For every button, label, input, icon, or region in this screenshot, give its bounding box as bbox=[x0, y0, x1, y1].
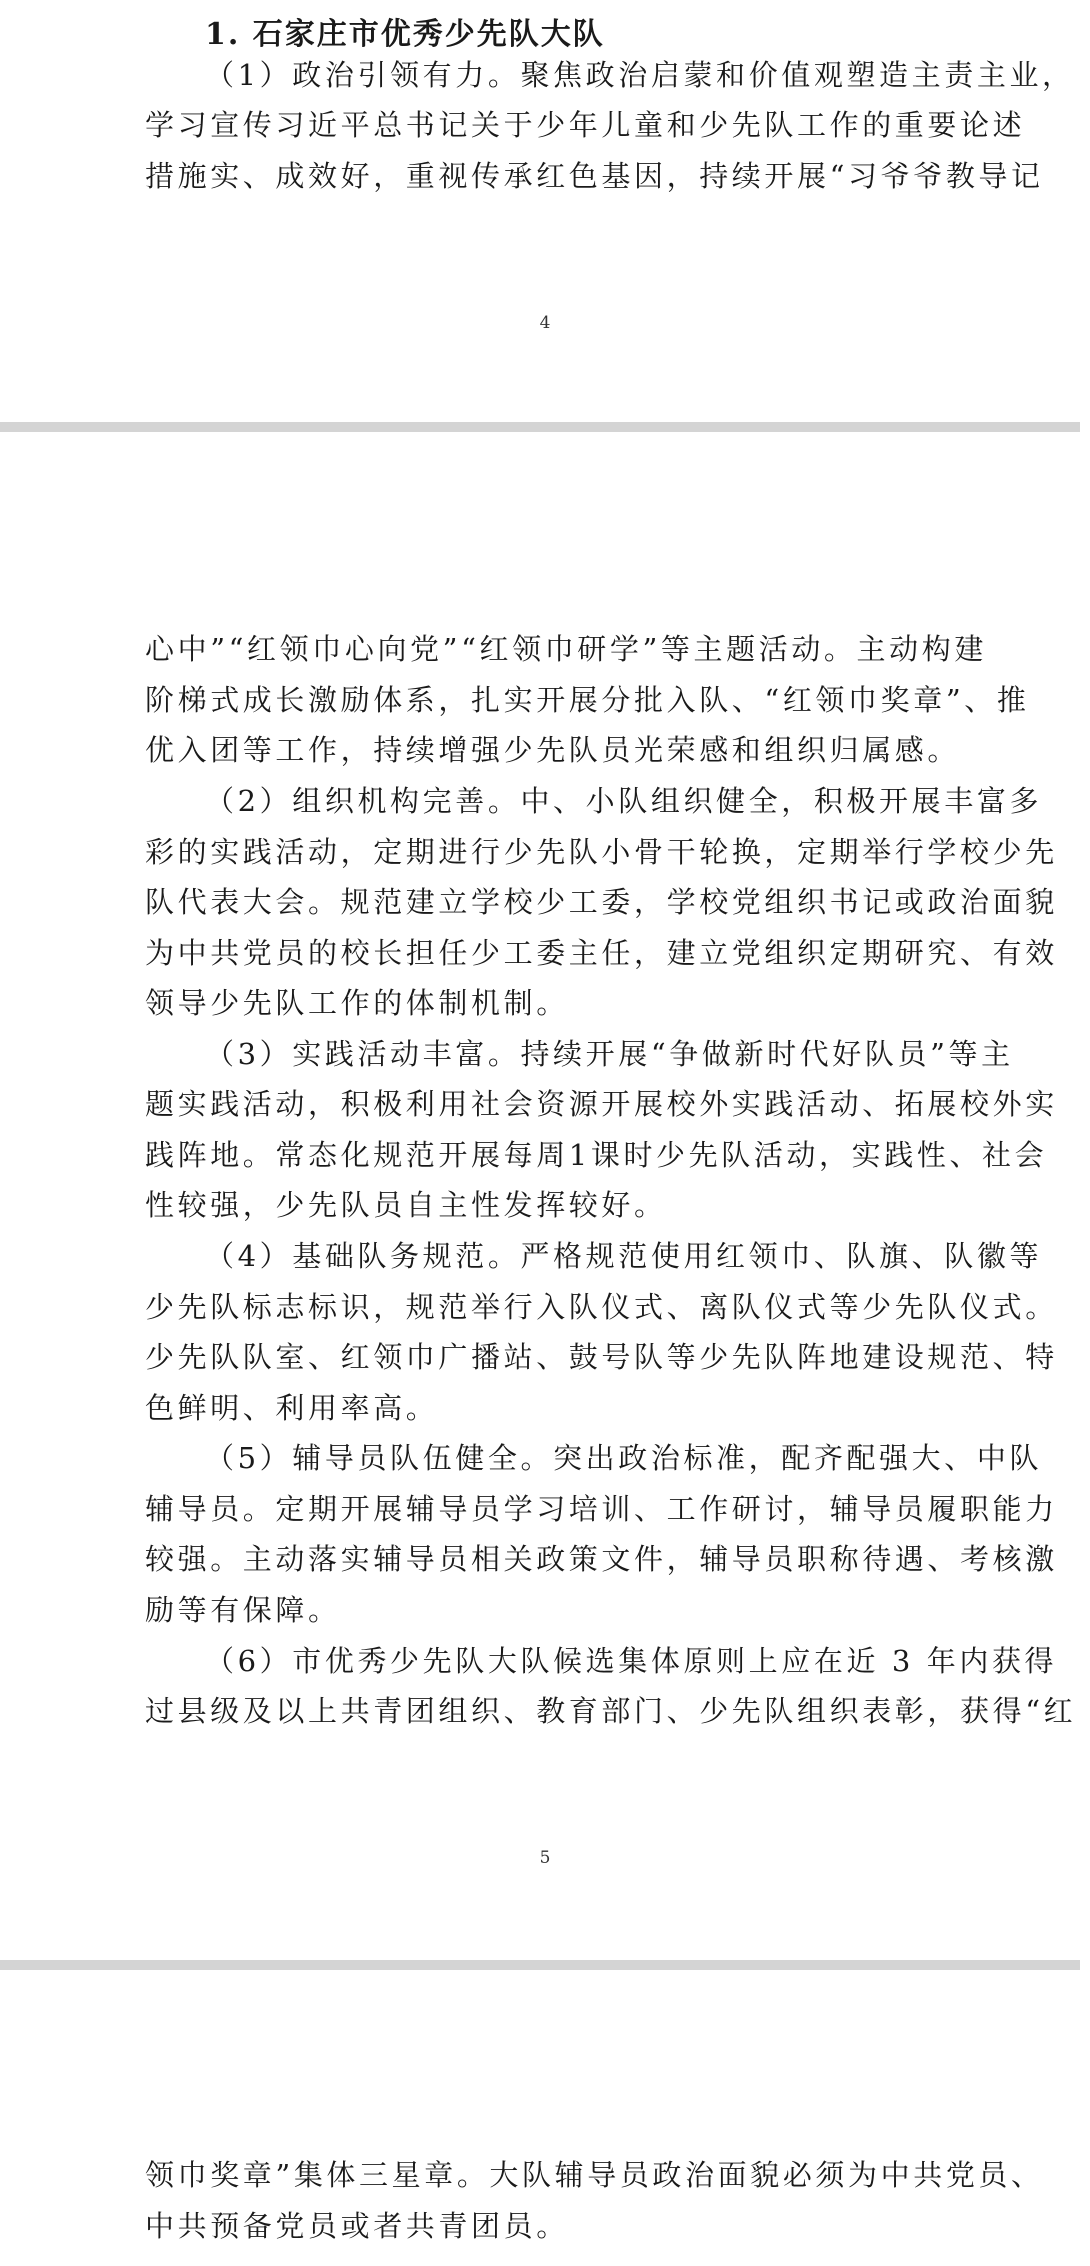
paragraph-line: 较强。主动落实辅导员相关政策文件，辅导员职称待遇、考核激 bbox=[145, 1542, 1058, 1576]
paragraph-line: 性较强，少先队员自主性发挥较好。 bbox=[145, 1188, 667, 1222]
paragraph-line: 色鲜明、利用率高。 bbox=[145, 1391, 439, 1425]
paragraph-line: 少先队队室、红领巾广播站、鼓号队等少先队阵地建设规范、特 bbox=[145, 1340, 1058, 1374]
page-separator bbox=[0, 1960, 1080, 1970]
paragraph-line: （6）市优秀少先队大队候选集体原则上应在近 3 年内获得 bbox=[205, 1644, 1058, 1678]
paragraph-line: （2）组织机构完善。中、小队组织健全，积极开展丰富多 bbox=[205, 784, 1043, 818]
paragraph-line: 励等有保障。 bbox=[145, 1593, 341, 1627]
paragraph-line: 践阵地。常态化规范开展每周1课时少先队活动，实践性、社会 bbox=[145, 1138, 1048, 1172]
paragraph-line: 队代表大会。规范建立学校少工委，学校党组织书记或政治面貌 bbox=[145, 885, 1058, 919]
document-page-4 bbox=[0, 0, 1080, 422]
paragraph-line: 措施实、成效好，重视传承红色基因，持续开展“习爷爷教导记 bbox=[145, 159, 1044, 193]
paragraph-line: （1）政治引领有力。聚焦政治启蒙和价值观塑造主责主业， bbox=[205, 58, 1075, 92]
paragraph-line: 辅导员。定期开展辅导员学习培训、工作研讨，辅导员履职能力 bbox=[145, 1492, 1058, 1526]
page-number: 5 bbox=[539, 1848, 551, 1868]
paragraph-line: 优入团等工作，持续增强少先队员光荣感和组织归属感。 bbox=[145, 733, 961, 767]
paragraph-line: （5）辅导员队伍健全。突出政治标准，配齐配强大、中队 bbox=[205, 1441, 1043, 1475]
paragraph-line: 为中共党员的校长担任少工委主任，建立党组织定期研究、有效 bbox=[145, 936, 1058, 970]
document-page-6 bbox=[0, 1970, 1080, 2266]
paragraph-line: 中共预备党员或者共青团员。 bbox=[145, 2209, 569, 2243]
paragraph-line: 少先队标志标识，规范举行入队仪式、离队仪式等少先队仪式。 bbox=[145, 1290, 1058, 1324]
paragraph-line: 阶梯式成长激励体系，扎实开展分批入队、“红领巾奖章”、推 bbox=[145, 683, 1030, 717]
paragraph-line: 过县级及以上共青团组织、教育部门、少先队组织表彰，获得“红 bbox=[145, 1694, 1077, 1728]
paragraph-line: 领导少先队工作的体制机制。 bbox=[145, 986, 569, 1020]
paragraph-line: 心中”“红领巾心向党”“红领巾研学”等主题活动。主动构建 bbox=[145, 632, 987, 666]
section-heading: 1. 石家庄市优秀少先队大队 bbox=[205, 17, 605, 52]
page-number: 4 bbox=[539, 313, 551, 333]
paragraph-line: （3）实践活动丰富。持续开展“争做新时代好队员”等主 bbox=[205, 1037, 1014, 1071]
document-page-5 bbox=[0, 432, 1080, 1960]
paragraph-line: （4）基础队务规范。严格规范使用红领巾、队旗、队徽等 bbox=[205, 1239, 1043, 1273]
paragraph-line: 题实践活动，积极利用社会资源开展校外实践活动、拓展校外实 bbox=[145, 1087, 1058, 1121]
paragraph-line: 彩的实践活动，定期进行少先队小骨干轮换，定期举行学校少先 bbox=[145, 835, 1058, 869]
paragraph-line: 领巾奖章”集体三星章。大队辅导员政治面貌必须为中共党员、 bbox=[145, 2158, 1044, 2192]
page-separator bbox=[0, 422, 1080, 432]
paragraph-line: 学习宣传习近平总书记关于少年儿童和少先队工作的重要论述 bbox=[145, 108, 1026, 142]
